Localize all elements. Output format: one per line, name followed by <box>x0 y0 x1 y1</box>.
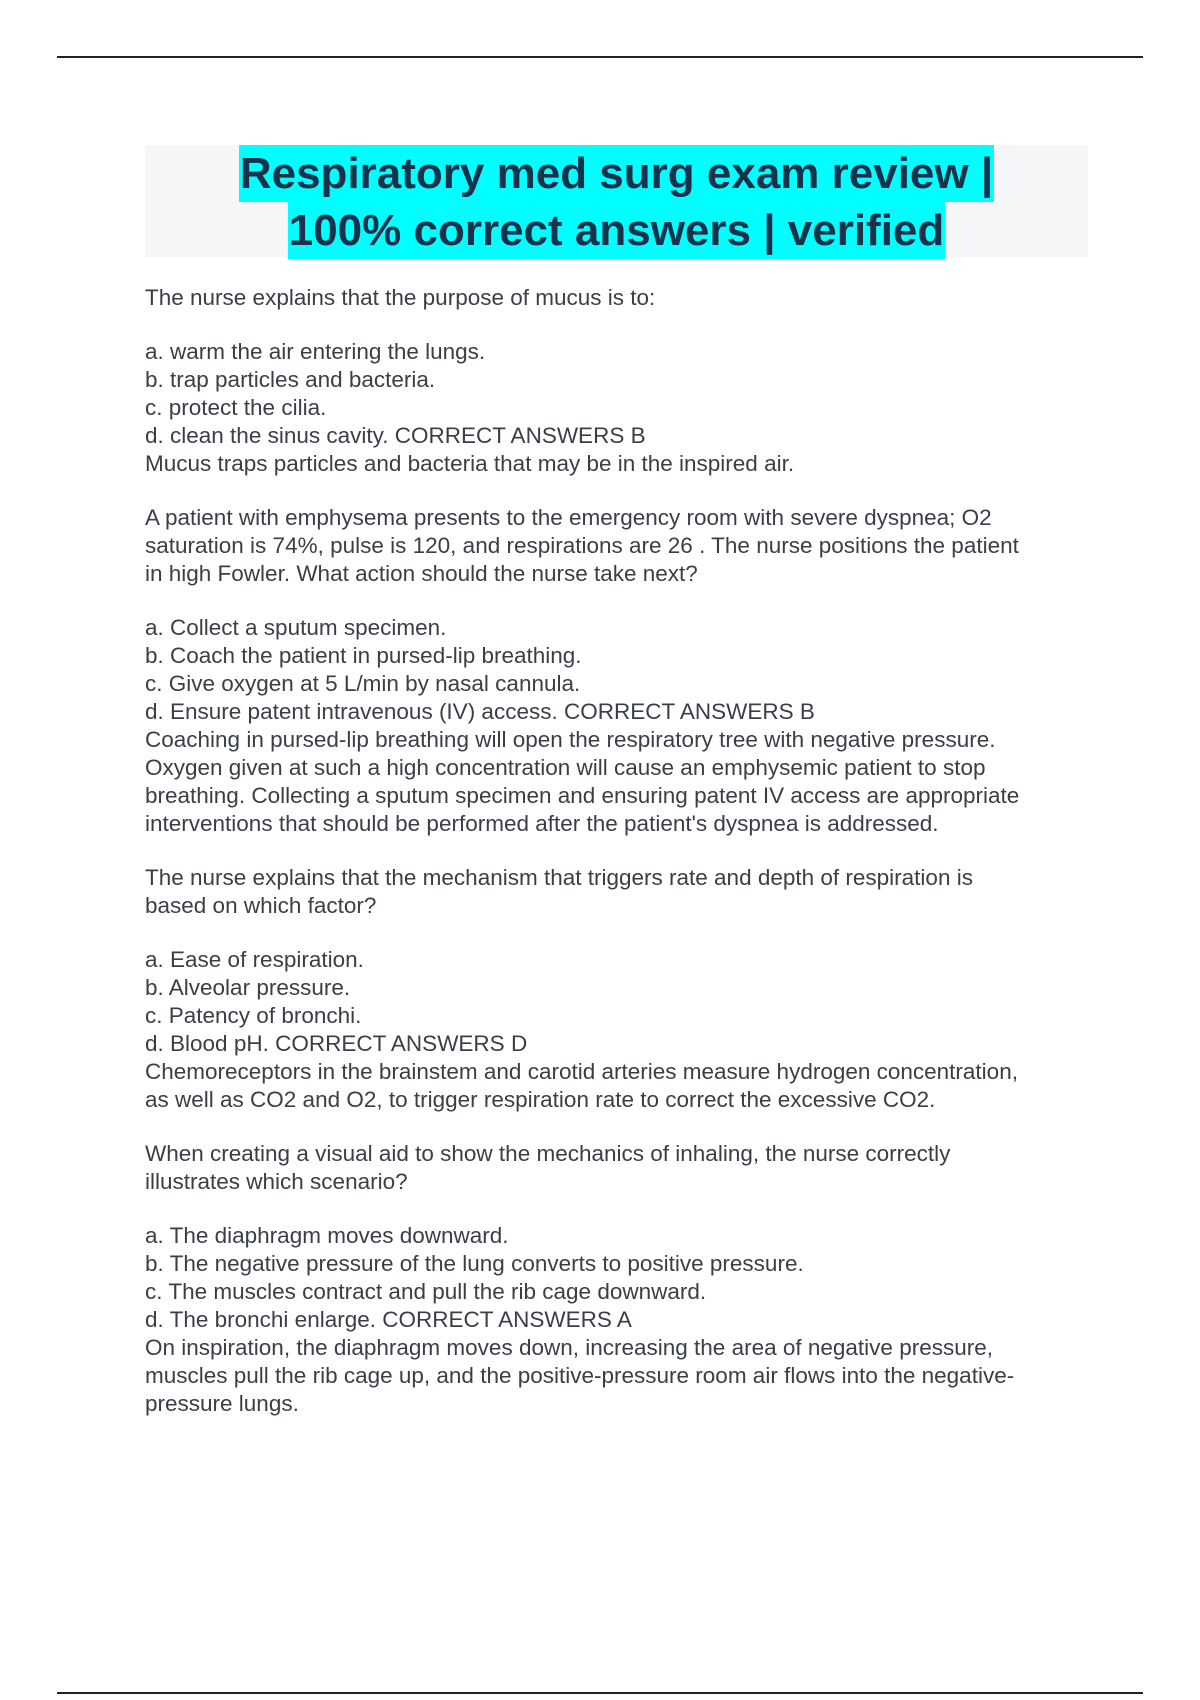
answer-option: b. trap particles and bacteria. <box>145 367 436 392</box>
answer-option: d. Blood pH. CORRECT ANSWERS D <box>145 1031 528 1056</box>
top-rule <box>57 56 1143 58</box>
document-title-block <box>145 145 1088 257</box>
document-title-line-1: Respiratory med surg exam review | <box>239 145 994 202</box>
question-spacer <box>145 838 1090 864</box>
question-block <box>145 864 1090 1114</box>
stem-spacer <box>145 588 1090 614</box>
answer-option: a. warm the air entering the lungs. <box>145 339 486 364</box>
answer-option: b. Coach the patient in pursed-lip breathing. <box>145 643 582 668</box>
answer-option: d. Ensure patent intravenous (IV) access. CORRECT ANSWERS B <box>145 699 815 724</box>
question-stem: saturation is 74%, pulse is 120, and respirations are 26 . The nurse positions the patient <box>145 533 1019 558</box>
answer-option: c. Give oxygen at 5 L/min by nasal cannula. <box>145 671 581 696</box>
question-stem: in high Fowler. What action should the nurse take next? <box>145 561 698 586</box>
answer-option: a. Ease of respiration. <box>145 947 364 972</box>
question-stem: The nurse explains that the purpose of mucus is to: <box>145 285 656 310</box>
answer-rationale: Oxygen given at such a high concentration will cause an emphysemic patient to stop <box>145 755 986 780</box>
question-stem: When creating a visual aid to show the mechanics of inhaling, the nurse correctly <box>145 1141 951 1166</box>
answer-rationale: muscles pull the rib cage up, and the positive-pressure room air flows into the negative- <box>145 1363 1015 1388</box>
answer-rationale: pressure lungs. <box>145 1391 299 1416</box>
answer-rationale: as well as CO2 and O2, to trigger respiration rate to correct the excessive CO2. <box>145 1087 936 1112</box>
question-block <box>145 504 1090 838</box>
stem-spacer <box>145 1196 1090 1222</box>
answer-rationale: Chemoreceptors in the brainstem and carotid arteries measure hydrogen concentration, <box>145 1059 1018 1084</box>
question-stem: The nurse explains that the mechanism that triggers rate and depth of respiration is <box>145 865 973 890</box>
document-body <box>145 284 1090 1418</box>
question-spacer <box>145 478 1090 504</box>
answer-option: c. protect the cilia. <box>145 395 327 420</box>
answer-rationale: Coaching in pursed-lip breathing will open the respiratory tree with negative pressure. <box>145 727 996 752</box>
answer-rationale: On inspiration, the diaphragm moves down, increasing the area of negative pressure, <box>145 1335 993 1360</box>
answer-option: b. The negative pressure of the lung converts to positive pressure. <box>145 1251 804 1276</box>
question-block <box>145 284 1090 478</box>
question-stem: A patient with emphysema presents to the emergency room with severe dyspnea; O2 <box>145 505 992 530</box>
question-block <box>145 1140 1090 1418</box>
answer-option: a. The diaphragm moves downward. <box>145 1223 509 1248</box>
question-stem: based on which factor? <box>145 893 377 918</box>
answer-option: c. The muscles contract and pull the rib cage downward. <box>145 1279 707 1304</box>
answer-option: d. clean the sinus cavity. CORRECT ANSWERS B <box>145 423 646 448</box>
answer-rationale: breathing. Collecting a sputum specimen and ensuring patent IV access are appropriate <box>145 783 1020 808</box>
answer-option: d. The bronchi enlarge. CORRECT ANSWERS A <box>145 1307 632 1332</box>
answer-rationale: Mucus traps particles and bacteria that may be in the inspired air. <box>145 451 795 476</box>
question-spacer <box>145 1114 1090 1140</box>
stem-spacer <box>145 312 1090 338</box>
bottom-rule <box>57 1692 1143 1694</box>
stem-spacer <box>145 920 1090 946</box>
answer-rationale: interventions that should be performed after the patient's dyspnea is addressed. <box>145 811 939 836</box>
question-stem: illustrates which scenario? <box>145 1169 408 1194</box>
answer-option: c. Patency of bronchi. <box>145 1003 362 1028</box>
answer-option: b. Alveolar pressure. <box>145 975 351 1000</box>
document-title-line-2: 100% correct answers | verified <box>288 202 946 259</box>
answer-option: a. Collect a sputum specimen. <box>145 615 447 640</box>
